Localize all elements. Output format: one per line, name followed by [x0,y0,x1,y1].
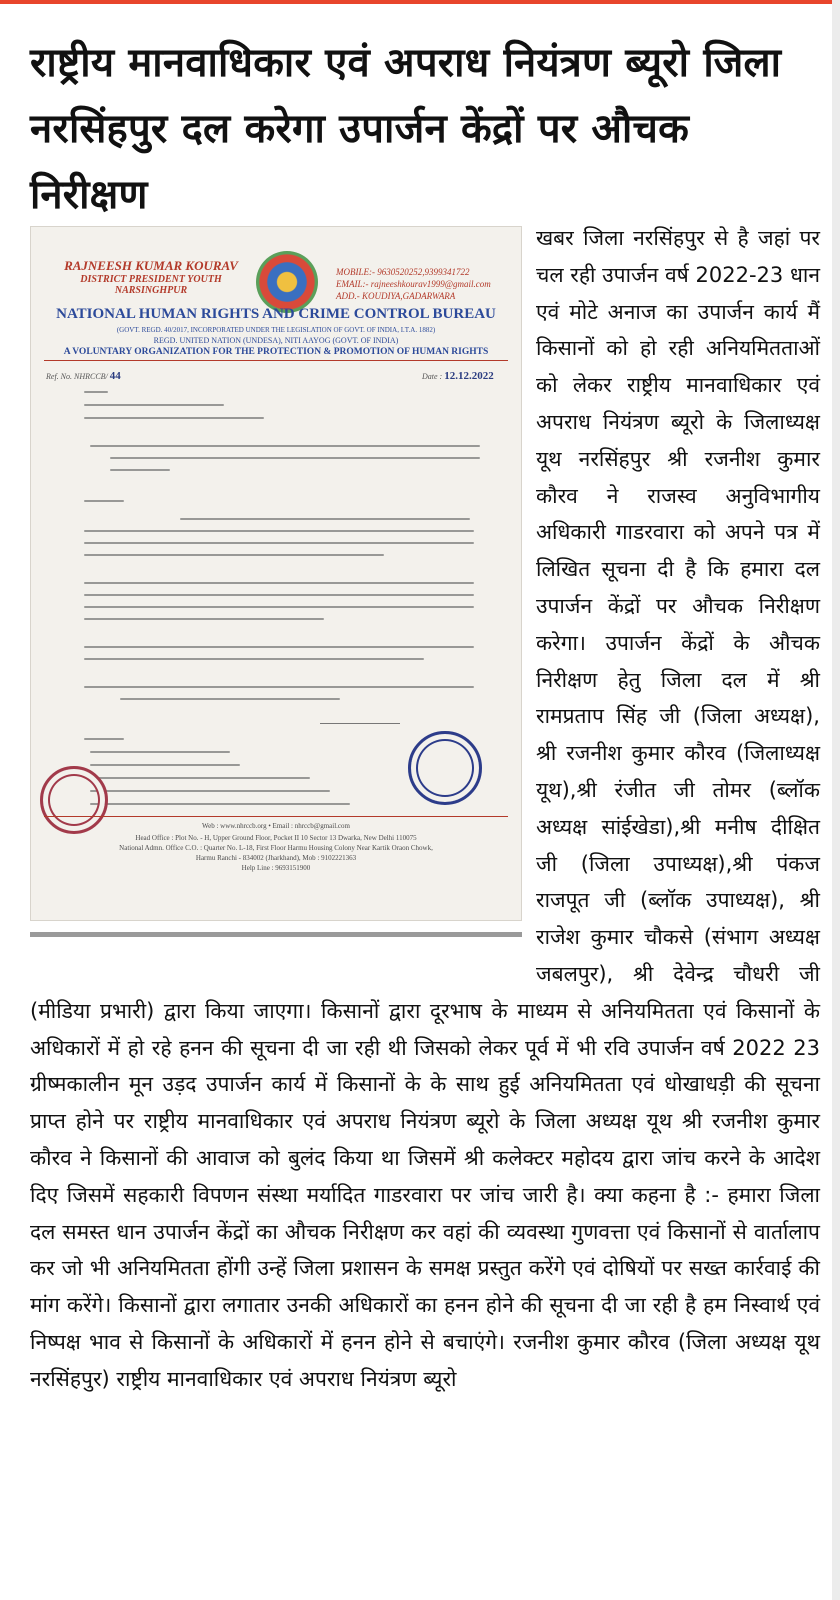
letter-text-line [90,751,230,753]
footer-admin-address: Harmu Ranchi - 834002 (Jharkhand), Mob : 9102221363 [195,854,357,862]
letter-text-line [84,582,474,584]
footer-head-office: Head Office : Plot No. - H, Upper Ground Floor, Pocket II 10 Sector 13 Dwarka, New Delhi 110075 [135,834,417,842]
letterhead-contact [336,266,522,302]
letter-text-line [84,404,224,406]
letter-scan [30,226,522,921]
organization-stamp-icon [408,731,482,805]
contact-email: EMAIL:- rajneeshkourav1999@gmail.com [336,279,491,289]
letterhead-divider [44,360,508,361]
letter-text-line [90,777,310,779]
reference-label: Ref. No. NHRCCB/ [46,372,108,381]
letter-date [422,370,494,382]
organization-tagline: A VOLUNTARY ORGANIZATION FOR THE PROTECTION & PROMOTION OF HUMAN RIGHTS [63,347,489,357]
top-accent-bar [0,0,840,4]
letter-text-line [84,646,474,648]
organization-logo-icon [256,251,318,313]
date-label: Date : [422,372,443,381]
contact-mobile: MOBILE:- 9630520252,9399341722 [336,267,470,277]
letter-image [30,226,522,961]
reference-value: 44 [109,370,121,382]
letter-text-line [180,518,470,520]
letter-text-line [84,738,124,740]
signature-line [320,723,400,724]
letter-text-line [90,764,240,766]
letter-text-line [90,445,480,447]
reference-number [46,370,121,382]
registration-line: (GOVT. REGD. 40/2017, INCORPORATED UNDER THE LEGISLATION OF GOVT. OF INDIA, I.T.A. 1882) [116,326,436,334]
article-body-container [30,220,820,1398]
letter-text-line [90,790,330,792]
footer-helpline: Help Line : 9693151900 [241,864,311,872]
letter-text-line [120,698,340,700]
footer-admin-office: National Admn. Office C.O. : Quarter No. L-18, First Floor Harmu Housing Colony Near Kartik Oraon Chowk, [119,844,433,852]
letter-text-line [84,530,474,532]
footer-divider [44,816,508,817]
sender-role: DISTRICT PRESIDENT YOUTH [80,274,222,285]
letterhead-sender [46,258,256,296]
letter-text-line [84,594,474,596]
article-body-text: खबर जिला नरसिंहपुर से है जहां पर चल रही उपार्जन वर्ष 2022-23 धान एवं मोटे अनाज का उपार्जन कार्य मैं किसानों को हो रही अनियमितताओं को लेकर राष्ट्रीय मानवाधिकार एवं अपराध नियंत्रण ब्यूरो के जिलाध्यक्ष यूथ नरसिंहपुर श्री रजनीश कुमार कौरव ने राजस्व अनुविभागीय अधिकारी गाडरवारा को अपने पत्र में लिखित सूचना दी है कि हमारा दल उपार्जन केंद्रों पर औचक निरीक्षण करेगा। उपार्जन केंद्रों के औचक निरीक्षण हेतु जिला दल में श्री रामप्रताप सिंह जी (जिला अध्यक्ष), श्री रजनीश कुमार कौरव (जिलाध्यक्ष यूथ),श्री रंजीत जी तोमर (ब्लॉक अध्यक्ष सांईखेडा),श्री मनीष दीक्षित जी (जिला उपाध्यक्ष),श्री पंकज राजपूत जी (ब्लॉक उपाध्यक्ष), श्री राजेश कुमार चौकसे (संभाग अध्यक्ष जबलपुर), श्री देवेन्द्र चौधरी जी (मीडिया प्रभारी) द्वारा किया जाएगा। किसानों द्वारा दूरभाष के माध्यम से अनियमितता एवं किसानों के अधिकारों में हो रहे हनन की सूचना दी जा रही थी जिसको लेकर पूर्व में भी रवि उपार्जन वर्ष 2022 23 ग्रीष्मकालीन मून उड़द उपार्जन कार्य में किसानों के के साथ हुई अनियमितता एवं धोखाधड़ी की सूचना प्राप्त होने पर राष्ट्रीय मानवाधिकार एवं अपराध नियंत्रण ब्यूरो के जिला अध्यक्ष यूथ श्री रजनीश कुमार कौरव ने किसानों की आवाज को बुलंद किया था जिसमें श्री कलेक्टर महोदय द्वारा जांच करने के आदेश दिए जिसमें सहकारी विपणन संस्था मर्यादित गाडरवारा पर जांच जारी है। क्या कहना है :- हमारा जिला दल समस्त धान उपार्जन केंद्रों का औचक निरीक्षण कर वहां की व्यवस्था गुणवत्ता एवं किसानों से वार्तालाप कर जो भी अनियमितता होंगी उन्हें जिला प्रशासन के समक्ष प्रस्तुत करेंगे एवं दोषियों पर सख्त कार्रवाई की मांग करेंगे। किसानों द्वारा लगातार उनकी अधिकारों का हनन होने की सूचना दी जा रही है हम निस्वार्थ एवं निष्पक्ष भाव से किसानों के अधिकारों में हनन होने से बचाएंगे। रजनीश कुमार कौरव (जिला अध्यक्ष यूथ नरसिंहपुर) राष्ट्रीय मानवाधिकार एवं अपराध नियंत्रण ब्यूरो [30,226,820,1391]
sender-place: NARSINGHPUR [114,285,188,296]
footer-web: Web : www.nhrccb.org • Email : nhrccb@gmail.com [202,822,350,830]
letter-text-line [84,554,384,556]
right-frame-edge [832,0,840,1600]
letter-text-line [84,618,324,620]
letter-text-line [84,686,474,688]
date-value: 12.12.2022 [444,370,494,382]
letter-text-line [110,457,480,459]
letter-text-line [84,500,124,502]
image-bottom-rule [30,932,522,937]
letter-text-line [90,803,350,805]
sender-name: RAJNEESH KUMAR KOURAV [64,258,238,273]
organization-name: NATIONAL HUMAN RIGHTS AND CRIME CONTROL BUREAU [56,306,496,322]
contact-address: ADD.- KOUDIYA,GADARWARA [336,291,456,301]
letter-text-line [84,417,264,419]
letter-text-line [84,606,474,608]
letter-text-line [84,542,474,544]
letter-text-line [110,469,170,471]
letter-text-line [84,658,424,660]
registration-line-2: REGD. UNITED NATION (UNDESA), NITI AAYOG (GOVT. OF INDIA) [153,336,399,345]
article-headline: राष्ट्रीय मानवाधिकार एवं अपराध नियंत्रण ब्यूरो जिला नरसिंहपुर दल करेगा उपार्जन केंद्रों पर औचक निरीक्षण [30,40,782,218]
letter-text-line [84,391,108,393]
